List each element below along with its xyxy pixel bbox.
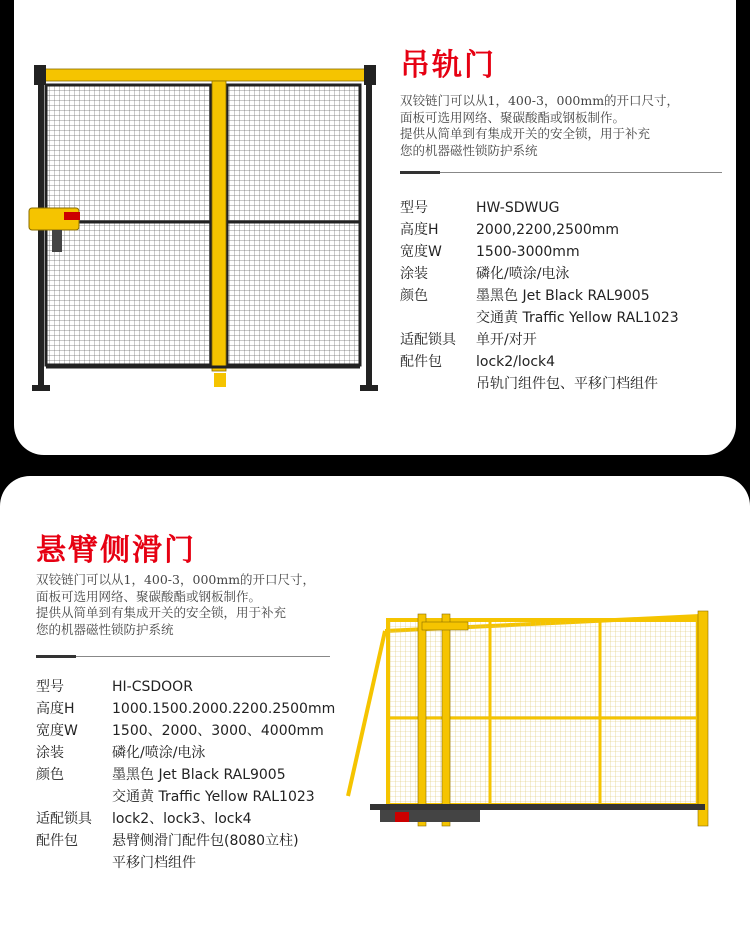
spec-value: 2000,2200,2500mm — [476, 222, 620, 238]
spec-value: 单开/对开 — [476, 332, 537, 348]
spec-row — [400, 373, 679, 395]
spec-row — [400, 307, 679, 329]
spec-value: lock2/lock4 — [476, 354, 556, 370]
spec-row — [36, 808, 335, 830]
spec-label: 高度H — [36, 701, 75, 717]
spec-list — [400, 197, 679, 395]
spec-row — [36, 720, 335, 742]
section-hanging-rail-door — [14, 0, 736, 455]
spec-label: 高度H — [400, 222, 439, 238]
spec-value: HW-SDWUG — [476, 200, 560, 216]
spec-label: 颜色 — [36, 767, 64, 783]
spec-label: 型号 — [36, 679, 64, 695]
spec-value: lock2、lock3、lock4 — [112, 811, 252, 827]
spec-row — [36, 852, 335, 874]
hanging-rail-door-image — [24, 55, 384, 395]
spec-value: 交通黄 Traffic Yellow RAL1023 — [112, 789, 315, 805]
spec-label: 颜色 — [400, 288, 428, 304]
spec-row — [400, 219, 679, 241]
spec-label — [36, 786, 112, 808]
spec-label — [400, 373, 476, 395]
spec-row — [400, 329, 679, 351]
spec-value: 吊轨门组件包、平移门档组件 — [476, 376, 658, 392]
spec-row — [400, 241, 679, 263]
section-description: 双铰链门可以从1，400-3，000mm的开口尺寸， 面板可选用网络、聚碳酸酯或钢板制作。 提供从简单到有集成开关的安全锁，用于补充 您的机器磁性锁防护系统 — [36, 572, 316, 637]
spec-value: 磷化/喷涂/电泳 — [476, 266, 570, 282]
spec-list — [36, 676, 335, 874]
spec-value: HI-CSDOOR — [112, 679, 193, 695]
spec-row — [36, 830, 335, 852]
spec-row — [400, 197, 679, 219]
spec-label — [400, 307, 476, 329]
section-cantilever-sliding-door — [0, 476, 750, 951]
spec-row — [400, 263, 679, 285]
spec-row — [36, 676, 335, 698]
spec-label: 配件包 — [400, 354, 442, 370]
spec-value: 磷化/喷涂/电泳 — [112, 745, 206, 761]
spec-label: 适配锁具 — [36, 811, 92, 827]
spec-row — [400, 351, 679, 373]
spec-row — [36, 742, 335, 764]
section-title: 悬臂侧滑门 — [36, 533, 196, 568]
spec-value: 墨黑色 Jet Black RAL9005 — [112, 767, 286, 783]
spec-row — [36, 698, 335, 720]
divider — [36, 656, 330, 657]
spec-label: 宽度W — [36, 723, 78, 739]
spec-label: 型号 — [400, 200, 428, 216]
spec-row — [36, 764, 335, 786]
spec-value: 悬臂侧滑门配件包(8080立柱) — [112, 833, 299, 849]
spec-value: 1000.1500.2000.2200.2500mm — [112, 701, 336, 717]
spec-value: 1500-3000mm — [476, 244, 580, 260]
spec-label — [36, 852, 112, 874]
spec-value: 交通黄 Traffic Yellow RAL1023 — [476, 310, 679, 326]
divider — [400, 172, 722, 173]
spec-row — [36, 786, 335, 808]
section-description: 双铰链门可以从1，400-3，000mm的开口尺寸， 面板可选用网络、聚碳酸酯或钢板制作。 提供从简单到有集成开关的安全锁，用于补充 您的机器磁性锁防护系统 — [400, 93, 680, 158]
spec-label: 涂装 — [36, 745, 64, 761]
spec-label: 配件包 — [36, 833, 78, 849]
spec-label: 适配锁具 — [400, 332, 456, 348]
section-title: 吊轨门 — [400, 48, 496, 83]
cantilever-sliding-door-image — [340, 606, 720, 836]
spec-value: 1500、2000、3000、4000mm — [112, 723, 324, 739]
spec-value: 平移门档组件 — [112, 855, 196, 871]
spec-row — [400, 285, 679, 307]
spec-label: 宽度W — [400, 244, 442, 260]
spec-value: 墨黑色 Jet Black RAL9005 — [476, 288, 650, 304]
spec-label: 涂装 — [400, 266, 428, 282]
